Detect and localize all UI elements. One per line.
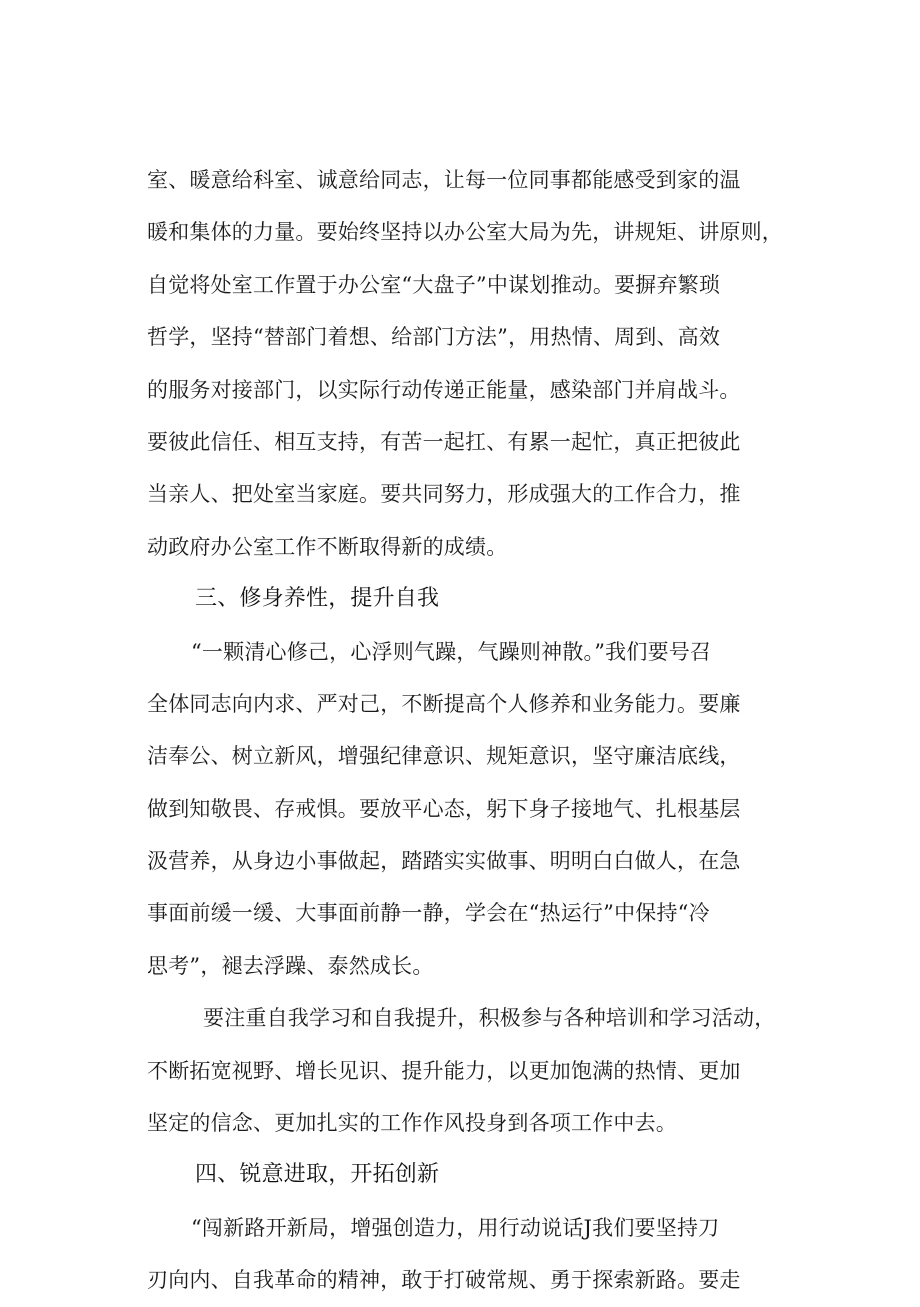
paragraph-line: 暖和集体的力量。要始终坚持以办公室大局为先，讲规矩、讲原则， bbox=[147, 220, 783, 245]
paragraph-line: 坚定的信念、更加扎实的工作作风投身到各项工作中去。 bbox=[147, 1111, 677, 1136]
paragraph-line: 洁奉公、树立新风，增强纪律意识、规矩意识，坚守廉洁底线， bbox=[147, 744, 741, 769]
section-heading-3: 三、修身养性，提升自我 bbox=[195, 586, 440, 612]
paragraph-line: “闯新路开新局，增强创造力，用行动说话J我们要坚持刀 bbox=[191, 1215, 720, 1240]
paragraph-line: 要彼此信任、相互支持，有苦一起扛、有累一起忙，真正把彼此 bbox=[147, 429, 741, 454]
paragraph-line: 事面前缓一缓、大事面前静一静，学会在“热运行”中保持“冷 bbox=[147, 901, 710, 926]
document-body bbox=[147, 154, 807, 1307]
paragraph-line: 哲学，坚持“替部门着想、给部门方法”，用热情、周到、高效 bbox=[147, 325, 721, 350]
paragraph-line: 室、暖意给科室、诚意给同志，让每一位同事都能感受到家的温 bbox=[147, 168, 741, 192]
paragraph-line: 刃向内、自我革命的精神，敢于打破常规、勇于探索新路。要走 bbox=[147, 1268, 741, 1293]
paragraph-line: 当亲人、把处室当家庭。要共同努力，形成强大的工作合力，推 bbox=[147, 482, 741, 507]
paragraph-line: 思考”，褪去浮躁、泰然成长。 bbox=[147, 953, 434, 978]
paragraph-line: 汲营养，从身边小事做起，踏踏实实做事、明明白白做人，在急 bbox=[147, 849, 741, 874]
paragraph-line: 全体同志向内求、严对己，不断提高个人修养和业务能力。要廉 bbox=[147, 691, 741, 716]
paragraph-line: 自觉将处室工作置于办公室“大盘子”中谋划推动。要摒弃繁琐 bbox=[147, 272, 721, 297]
paragraph-line: 要注重自我学习和自我提升，积极参与各种培训和学习活动， bbox=[203, 1006, 776, 1031]
paragraph-line: 不断拓宽视野、增长见识、提升能力，以更加饱满的热情、更加 bbox=[147, 1058, 741, 1083]
paragraph-line: “一颗清心修己，心浮则气躁，气躁则神散。”我们要号召 bbox=[191, 639, 712, 664]
paragraph-line: 的服务对接部门，以实际行动传递正能量，感染部门并肩战斗。 bbox=[147, 377, 741, 402]
paragraph-line: 动政府办公室工作不断取得新的成绩。 bbox=[147, 534, 508, 559]
section-heading-4: 四、锐意进取，开拓创新 bbox=[195, 1162, 440, 1188]
paragraph-line: 做到知敬畏、存戒惧。要放平心态，躬下身子接地气、扎根基层 bbox=[147, 796, 741, 821]
